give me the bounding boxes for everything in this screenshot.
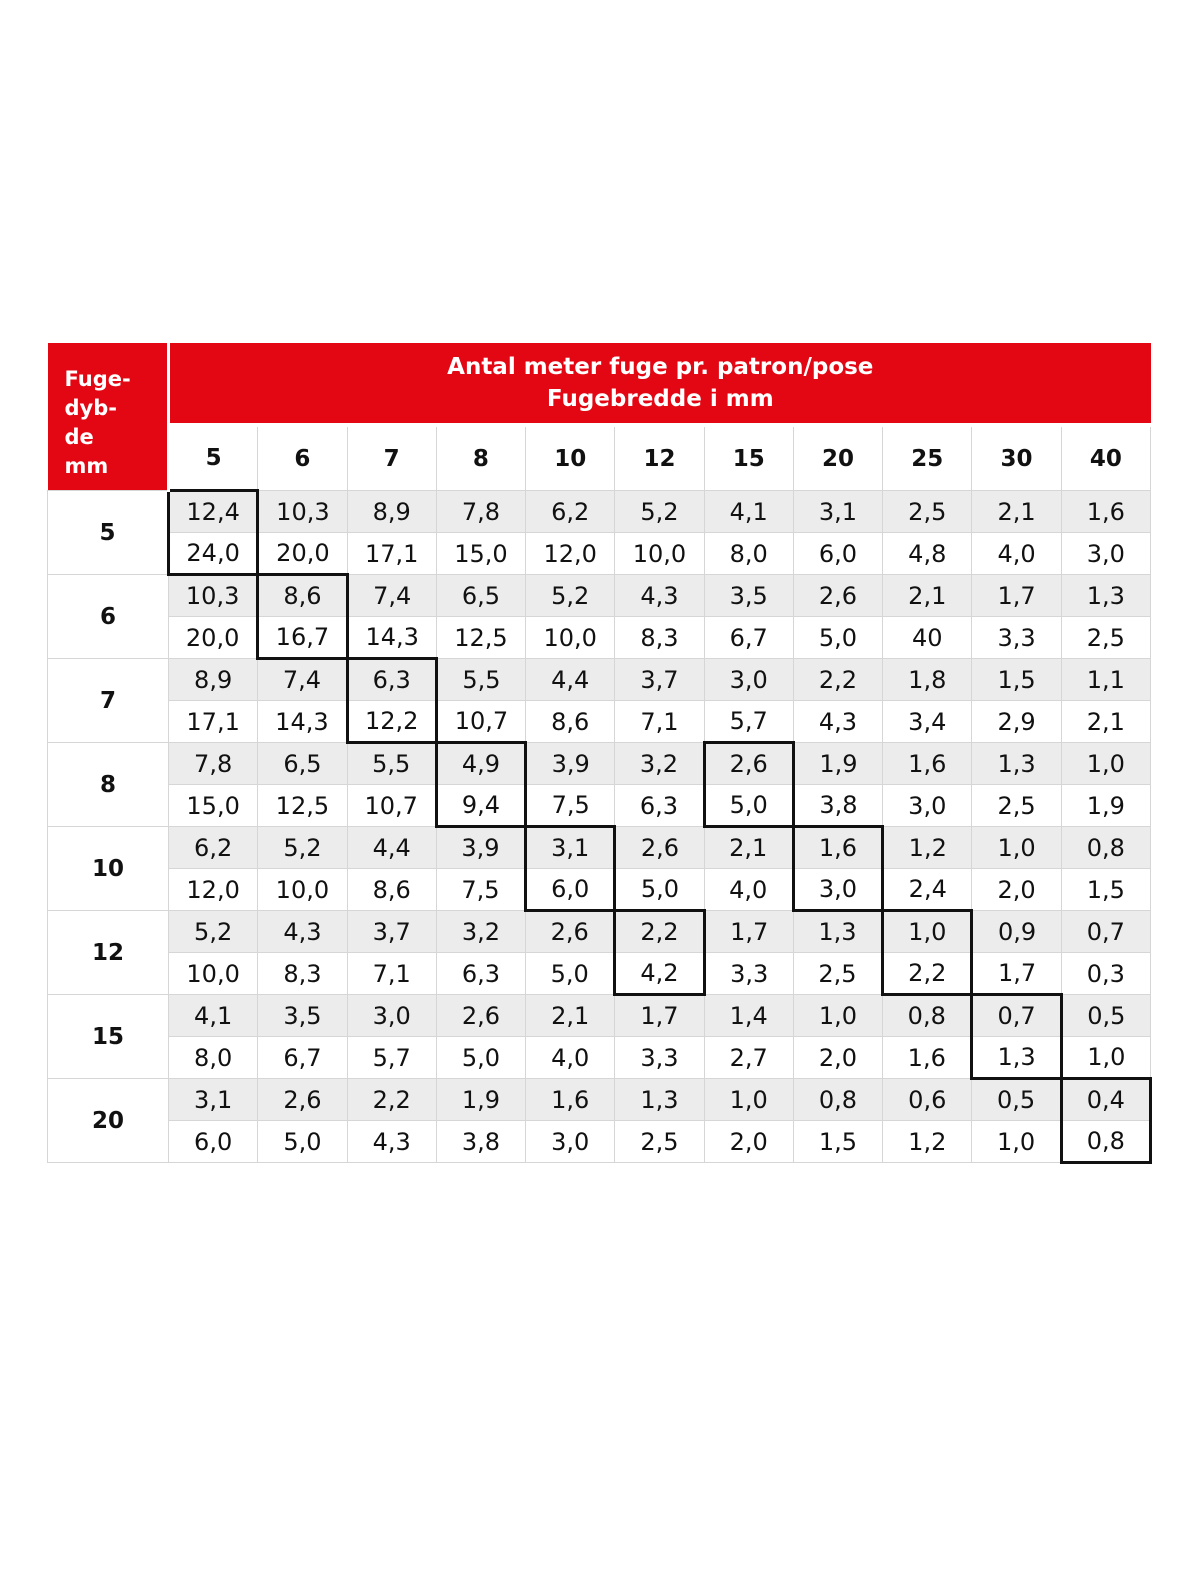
table-cell: 4,1 [169, 995, 258, 1037]
table-cell: 0,4 [1061, 1079, 1150, 1121]
table-cell: 8,0 [169, 1037, 258, 1079]
table-cell: 17,1 [169, 701, 258, 743]
table-cell: 16,7 [258, 617, 347, 659]
table-cell: 1,9 [436, 1079, 525, 1121]
table-row [48, 1121, 1151, 1163]
table-cell: 40 [883, 617, 972, 659]
table-cell: 3,4 [883, 701, 972, 743]
table-cell: 2,5 [615, 1121, 704, 1163]
table-cell: 3,2 [436, 911, 525, 953]
table-row [48, 995, 1151, 1037]
table-cell: 0,5 [1061, 995, 1150, 1037]
table-cell: 5,5 [436, 659, 525, 701]
table-cell: 1,2 [883, 827, 972, 869]
table-cell: 0,9 [972, 911, 1061, 953]
table-cell: 3,0 [793, 869, 882, 911]
table-row [48, 575, 1151, 617]
table-cell: 5,2 [526, 575, 615, 617]
table-cell: 10,7 [347, 785, 436, 827]
table-cell: 6,3 [436, 953, 525, 995]
table-cell: 2,2 [793, 659, 882, 701]
table-cell: 5,0 [704, 785, 793, 827]
table-cell: 6,7 [258, 1037, 347, 1079]
table-cell: 5,0 [436, 1037, 525, 1079]
table-cell: 3,8 [436, 1121, 525, 1163]
table-cell: 1,3 [1061, 575, 1150, 617]
table-cell: 5,5 [347, 743, 436, 785]
table-cell: 7,5 [526, 785, 615, 827]
table-cell: 8,9 [169, 659, 258, 701]
table-cell: 20,0 [258, 533, 347, 575]
table-cell: 5,2 [615, 491, 704, 533]
width-header-row [48, 425, 1151, 491]
table-cell: 4,3 [258, 911, 347, 953]
table-cell: 2,2 [883, 953, 972, 995]
table-cell: 8,0 [704, 533, 793, 575]
table-cell: 3,0 [704, 659, 793, 701]
width-header-6: 6 [258, 425, 347, 491]
width-header-7: 7 [347, 425, 436, 491]
table-cell: 10,3 [169, 575, 258, 617]
table-cell: 3,2 [615, 743, 704, 785]
table-cell: 6,0 [169, 1121, 258, 1163]
table-cell: 2,0 [972, 869, 1061, 911]
table-cell: 6,3 [347, 659, 436, 701]
table-cell: 1,9 [1061, 785, 1150, 827]
table-cell: 6,3 [615, 785, 704, 827]
table-cell: 5,0 [793, 617, 882, 659]
joint-table-wrapper [47, 343, 1150, 1164]
table-title [169, 343, 1151, 425]
width-header-12: 12 [615, 425, 704, 491]
table-cell: 4,4 [347, 827, 436, 869]
table-cell: 5,0 [615, 869, 704, 911]
table-row [48, 1037, 1151, 1079]
table-cell: 2,5 [793, 953, 882, 995]
table-cell: 12,2 [347, 701, 436, 743]
table-cell: 1,7 [704, 911, 793, 953]
table-cell: 2,1 [526, 995, 615, 1037]
table-cell: 1,3 [972, 743, 1061, 785]
table-cell: 1,5 [972, 659, 1061, 701]
table-cell: 8,6 [258, 575, 347, 617]
table-row [48, 659, 1151, 701]
table-cell: 2,0 [704, 1121, 793, 1163]
table-cell: 10,0 [615, 533, 704, 575]
table-cell: 0,3 [1061, 953, 1150, 995]
table-cell: 1,4 [704, 995, 793, 1037]
table-cell: 5,2 [258, 827, 347, 869]
table-cell: 4,2 [615, 953, 704, 995]
table-cell: 1,5 [1061, 869, 1150, 911]
width-header-20: 20 [793, 425, 882, 491]
table-cell: 1,3 [972, 1037, 1061, 1079]
table-cell: 3,0 [1061, 533, 1150, 575]
depth-corner-label [48, 343, 169, 491]
table-cell: 3,3 [704, 953, 793, 995]
table-cell: 4,3 [347, 1121, 436, 1163]
table-cell: 2,6 [793, 575, 882, 617]
table-cell: 3,3 [615, 1037, 704, 1079]
table-cell: 2,5 [972, 785, 1061, 827]
table-head [48, 343, 1151, 491]
table-cell: 12,5 [258, 785, 347, 827]
table-cell: 2,7 [704, 1037, 793, 1079]
table-cell: 8,3 [258, 953, 347, 995]
table-cell: 4,9 [436, 743, 525, 785]
table-cell: 6,2 [169, 827, 258, 869]
table-cell: 6,7 [704, 617, 793, 659]
table-row [48, 491, 1151, 533]
table-row [48, 911, 1151, 953]
table-cell: 4,3 [793, 701, 882, 743]
table-cell: 2,4 [883, 869, 972, 911]
table-cell: 1,1 [1061, 659, 1150, 701]
table-cell: 1,2 [883, 1121, 972, 1163]
table-body [48, 491, 1151, 1163]
table-cell: 1,6 [883, 1037, 972, 1079]
corner-line: dyb- [64, 396, 117, 420]
table-cell: 1,8 [883, 659, 972, 701]
table-cell: 2,5 [1061, 617, 1150, 659]
width-header-15: 15 [704, 425, 793, 491]
depth-label-15: 15 [48, 995, 169, 1079]
table-cell: 4,1 [704, 491, 793, 533]
table-row [48, 1079, 1151, 1121]
table-cell: 10,3 [258, 491, 347, 533]
width-header-25: 25 [883, 425, 972, 491]
table-cell: 6,0 [526, 869, 615, 911]
table-cell: 2,0 [793, 1037, 882, 1079]
table-cell: 12,4 [169, 491, 258, 533]
table-cell: 1,7 [972, 953, 1061, 995]
table-cell: 1,7 [972, 575, 1061, 617]
table-row [48, 869, 1151, 911]
table-cell: 2,2 [347, 1079, 436, 1121]
table-cell: 4,0 [704, 869, 793, 911]
width-header-30: 30 [972, 425, 1061, 491]
table-cell: 1,0 [1061, 743, 1150, 785]
table-cell: 6,2 [526, 491, 615, 533]
table-cell: 1,6 [1061, 491, 1150, 533]
depth-label-6: 6 [48, 575, 169, 659]
table-cell: 2,9 [972, 701, 1061, 743]
table-cell: 2,6 [704, 743, 793, 785]
depth-label-10: 10 [48, 827, 169, 911]
table-cell: 8,6 [526, 701, 615, 743]
table-cell: 2,6 [526, 911, 615, 953]
table-cell: 3,8 [793, 785, 882, 827]
table-cell: 0,6 [883, 1079, 972, 1121]
table-cell: 17,1 [347, 533, 436, 575]
width-header-40: 40 [1061, 425, 1150, 491]
table-cell: 5,7 [347, 1037, 436, 1079]
table-cell: 3,1 [526, 827, 615, 869]
table-cell: 1,0 [1061, 1037, 1150, 1079]
table-cell: 3,0 [347, 995, 436, 1037]
table-cell: 2,5 [883, 491, 972, 533]
table-cell: 1,6 [793, 827, 882, 869]
table-cell: 12,0 [526, 533, 615, 575]
table-cell: 8,6 [347, 869, 436, 911]
table-cell: 2,6 [615, 827, 704, 869]
table-cell: 1,0 [883, 911, 972, 953]
table-cell: 5,0 [258, 1121, 347, 1163]
table-cell: 1,6 [883, 743, 972, 785]
table-cell: 2,6 [258, 1079, 347, 1121]
table-cell: 8,3 [615, 617, 704, 659]
depth-label-5: 5 [48, 491, 169, 575]
table-cell: 7,1 [615, 701, 704, 743]
table-cell: 2,1 [972, 491, 1061, 533]
table-cell: 1,0 [793, 995, 882, 1037]
table-cell: 7,8 [169, 743, 258, 785]
table-cell: 3,7 [347, 911, 436, 953]
table-row [48, 827, 1151, 869]
table-cell: 14,3 [258, 701, 347, 743]
table-cell: 10,0 [258, 869, 347, 911]
table-cell: 1,0 [972, 1121, 1061, 1163]
table-cell: 5,7 [704, 701, 793, 743]
table-row [48, 743, 1151, 785]
table-cell: 4,4 [526, 659, 615, 701]
table-cell: 3,1 [169, 1079, 258, 1121]
table-cell: 8,9 [347, 491, 436, 533]
table-cell: 1,6 [526, 1079, 615, 1121]
table-cell: 6,5 [258, 743, 347, 785]
table-row [48, 533, 1151, 575]
depth-label-7: 7 [48, 659, 169, 743]
table-cell: 4,0 [972, 533, 1061, 575]
width-header-8: 8 [436, 425, 525, 491]
table-cell: 10,0 [526, 617, 615, 659]
title-line-main: Antal meter fuge pr. patron/pose [447, 354, 874, 380]
table-cell: 10,7 [436, 701, 525, 743]
table-cell: 1,7 [615, 995, 704, 1037]
table-cell: 2,1 [883, 575, 972, 617]
table-cell: 3,9 [526, 743, 615, 785]
table-cell: 6,0 [793, 533, 882, 575]
table-cell: 0,7 [972, 995, 1061, 1037]
table-cell: 7,4 [347, 575, 436, 617]
table-cell: 14,3 [347, 617, 436, 659]
table-cell: 6,5 [436, 575, 525, 617]
joint-length-table [47, 343, 1152, 1164]
corner-line: mm [64, 454, 109, 478]
table-cell: 3,3 [972, 617, 1061, 659]
corner-line: Fuge- [64, 367, 131, 391]
table-cell: 12,0 [169, 869, 258, 911]
table-row [48, 953, 1151, 995]
title-row [48, 343, 1151, 425]
table-cell: 3,0 [526, 1121, 615, 1163]
table-cell: 5,2 [169, 911, 258, 953]
table-cell: 0,8 [793, 1079, 882, 1121]
table-cell: 0,8 [1061, 827, 1150, 869]
table-cell: 3,5 [258, 995, 347, 1037]
table-cell: 9,4 [436, 785, 525, 827]
table-cell: 1,5 [793, 1121, 882, 1163]
table-cell: 5,0 [526, 953, 615, 995]
table-cell: 15,0 [436, 533, 525, 575]
table-cell: 1,0 [972, 827, 1061, 869]
table-cell: 7,1 [347, 953, 436, 995]
table-cell: 4,0 [526, 1037, 615, 1079]
table-cell: 24,0 [169, 533, 258, 575]
corner-line: de [64, 425, 94, 449]
table-cell: 3,9 [436, 827, 525, 869]
width-header-5: 5 [169, 425, 258, 491]
table-cell: 4,8 [883, 533, 972, 575]
width-header-10: 10 [526, 425, 615, 491]
table-cell: 2,6 [436, 995, 525, 1037]
table-cell: 3,5 [704, 575, 793, 617]
depth-label-8: 8 [48, 743, 169, 827]
table-cell: 1,3 [615, 1079, 704, 1121]
table-cell: 3,1 [793, 491, 882, 533]
table-cell: 15,0 [169, 785, 258, 827]
table-cell: 0,5 [972, 1079, 1061, 1121]
table-cell: 1,0 [704, 1079, 793, 1121]
table-row [48, 785, 1151, 827]
table-cell: 1,3 [793, 911, 882, 953]
table-cell: 0,8 [883, 995, 972, 1037]
table-cell: 3,0 [883, 785, 972, 827]
depth-label-12: 12 [48, 911, 169, 995]
table-cell: 3,7 [615, 659, 704, 701]
table-cell: 2,1 [704, 827, 793, 869]
table-cell: 12,5 [436, 617, 525, 659]
table-cell: 1,9 [793, 743, 882, 785]
table-cell: 20,0 [169, 617, 258, 659]
table-cell: 7,8 [436, 491, 525, 533]
depth-label-20: 20 [48, 1079, 169, 1163]
table-cell: 10,0 [169, 953, 258, 995]
table-cell: 4,3 [615, 575, 704, 617]
table-cell: 2,1 [1061, 701, 1150, 743]
table-cell: 0,8 [1061, 1121, 1150, 1163]
table-row [48, 701, 1151, 743]
table-cell: 2,2 [615, 911, 704, 953]
table-cell: 0,7 [1061, 911, 1150, 953]
title-line-sub: Fugebredde i mm [546, 386, 774, 412]
table-cell: 7,4 [258, 659, 347, 701]
table-cell: 7,5 [436, 869, 525, 911]
table-row [48, 617, 1151, 659]
